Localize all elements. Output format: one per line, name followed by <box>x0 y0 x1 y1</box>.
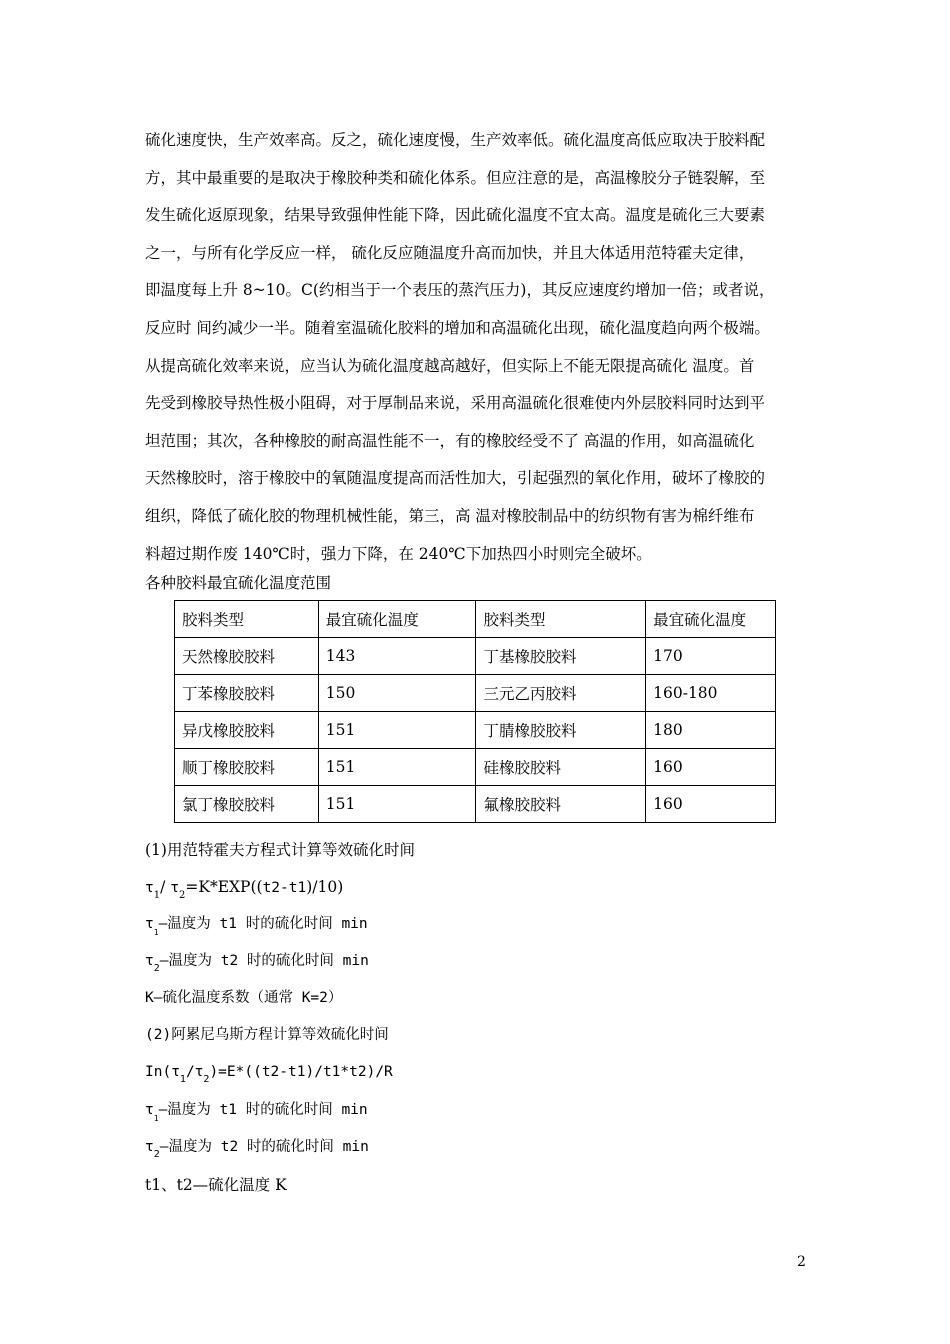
table-cell: 151 <box>318 749 476 786</box>
eq1-slash: / <box>160 878 171 896</box>
table-caption: 各种胶料最宜硫化温度范围 <box>145 574 332 592</box>
paragraph-line: 方，其中最重要的是取决于橡胶种类和硫化体系。但应注意的是，高温橡胶分子链裂解，至 <box>145 168 766 187</box>
eq2-part-c: )=E*((t2-t1)/t1*t2)/R <box>209 1064 393 1080</box>
eq2-part-a: In(τ <box>145 1064 180 1080</box>
eq1-tau2: τ <box>170 880 179 896</box>
table-cell: 151 <box>318 786 476 823</box>
table-cell: 丁基橡胶胶料 <box>476 638 646 675</box>
tau1-definition-2 <box>145 1098 368 1124</box>
tau1-definition <box>145 912 368 938</box>
tau2-definition <box>145 949 369 975</box>
table-header-row <box>175 601 776 638</box>
tau1-subscript: 1 <box>153 928 159 937</box>
eq1-rhs-mono: t2-t1 <box>262 880 307 896</box>
table-row <box>175 712 776 749</box>
eq2-part-b: /τ <box>185 1064 204 1080</box>
page-number: 2 <box>797 1254 806 1270</box>
table-cell: 160 <box>646 749 776 786</box>
vant-hoff-equation <box>145 875 343 902</box>
table-cell: 180 <box>646 712 776 749</box>
table-cell: 硅橡胶胶料 <box>476 749 646 786</box>
tau2-symbol: τ <box>145 953 154 969</box>
header-cell: 胶料类型 <box>175 601 319 638</box>
method1-title: (1)用范特霍夫方程式计算等效硫化时间 <box>145 841 415 859</box>
eq1-sub2: 2 <box>179 890 186 901</box>
table-cell: 丁腈橡胶胶料 <box>476 712 646 749</box>
header-cell: 最宜硫化温度 <box>646 601 776 638</box>
tau1-symbol: τ <box>145 1102 154 1118</box>
table-cell: 氟橡胶胶料 <box>476 786 646 823</box>
table-cell: 160-180 <box>646 675 776 712</box>
paragraph-line: 硫化速度快，生产效率高。反之，硫化速度慢，生产效率低。硫化温度高低应取决于胶料配 <box>145 131 766 149</box>
paragraph-line: 即温度每上升 8~10。C(约相当于一个表压的蒸汽压力)，其反应速度约增加一倍；或者说， <box>145 281 775 300</box>
header-cell: 最宜硫化温度 <box>318 601 476 638</box>
table-row <box>175 638 776 675</box>
tau2-text: —温度为 t2 时的硫化时间 min <box>159 1139 369 1155</box>
table-cell: 顺丁橡胶胶料 <box>175 749 319 786</box>
t-definition: t1、t2—硫化温度 K <box>145 1176 287 1194</box>
table-row <box>175 675 776 712</box>
paragraph-line: 反应时 间约减少一半。随着室温硫化胶料的增加和高温硫化出现，硫化温度趋向两个极端。 <box>145 318 770 337</box>
eq1-rhs-b: )/10) <box>306 878 344 896</box>
table-cell: 异戊橡胶胶料 <box>175 712 319 749</box>
tau2-subscript: 2 <box>153 1149 160 1160</box>
table-row <box>175 786 776 823</box>
tau2-text: —温度为 t2 时的硫化时间 min <box>159 953 369 969</box>
tau2-symbol: τ <box>145 1139 154 1155</box>
paragraph-line: 料超过期作废 140℃时，强力下降，在 240℃下加热四小时则完全破坏。 <box>145 544 652 563</box>
tau2-definition-2 <box>145 1135 369 1161</box>
table-cell: 170 <box>646 638 776 675</box>
table-cell: 150 <box>318 675 476 712</box>
body-paragraph <box>145 122 807 573</box>
method2-title: (2)阿累尼乌斯方程计算等效硫化时间 <box>145 1027 389 1043</box>
paragraph-line: 组织，降低了硫化胶的物理机械性能，第三，高 温对橡胶制品中的纺织物有害为棉纤维布 <box>145 506 755 525</box>
eq2-sub2: 2 <box>203 1074 210 1085</box>
table-cell: 151 <box>318 712 476 749</box>
eq1-tau1: τ <box>145 880 154 896</box>
table-row <box>175 749 776 786</box>
paragraph-line: 发生硫化返原现象，结果导致强伸性能下降，因此硫化温度不宜太高。温度是硫化三大要素 <box>145 206 766 225</box>
table-cell: 丁苯橡胶胶料 <box>175 675 319 712</box>
tau1-text: —温度为 t1 时的硫化时间 min <box>158 916 368 932</box>
paragraph-line: 坦范围；其次，各种橡胶的耐高温性能不一，有的橡胶经受不了 高温的作用，如高温硫化 <box>145 431 755 450</box>
table-cell: 三元乙丙胶料 <box>476 675 646 712</box>
table-cell: 143 <box>318 638 476 675</box>
paragraph-line: 从提高硫化效率来说，应当认为硫化温度越高越好，但实际上不能无限提高硫化 温度。首 <box>145 356 755 375</box>
table-cell: 160 <box>646 786 776 823</box>
vulcanization-temperature-table <box>174 600 776 823</box>
paragraph-line: 先受到橡胶导热性极小阻碍，对于厚制品来说，采用高温硫化很难使内外层胶料同时达到平 <box>145 394 766 413</box>
header-cell: 胶料类型 <box>476 601 646 638</box>
k-definition: K—硫化温度系数（通常 K=2） <box>145 990 343 1006</box>
table-cell: 天然橡胶胶料 <box>175 638 319 675</box>
eq1-rhs-a: =K*EXP(( <box>185 878 263 896</box>
tau2-subscript: 2 <box>153 963 160 974</box>
table-cell: 氯丁橡胶胶料 <box>175 786 319 823</box>
paragraph-line: 天然橡胶时，溶于橡胶中的氧随温度提高而活性加大，引起强烈的氧化作用，破坏了橡胶的 <box>145 469 766 488</box>
eq1-sub1: 1 <box>153 890 161 901</box>
tau1-symbol: τ <box>145 916 154 932</box>
arrhenius-equation <box>145 1060 393 1086</box>
tau1-text: —温度为 t1 时的硫化时间 min <box>158 1102 368 1118</box>
eq2-sub1: 1 <box>179 1074 186 1085</box>
tau1-subscript: 1 <box>153 1114 159 1123</box>
paragraph-line: 之一，与所有化学反应一样， 硫化反应随温度升高而加快，并且大体适用范特霍夫定律， <box>145 243 755 262</box>
